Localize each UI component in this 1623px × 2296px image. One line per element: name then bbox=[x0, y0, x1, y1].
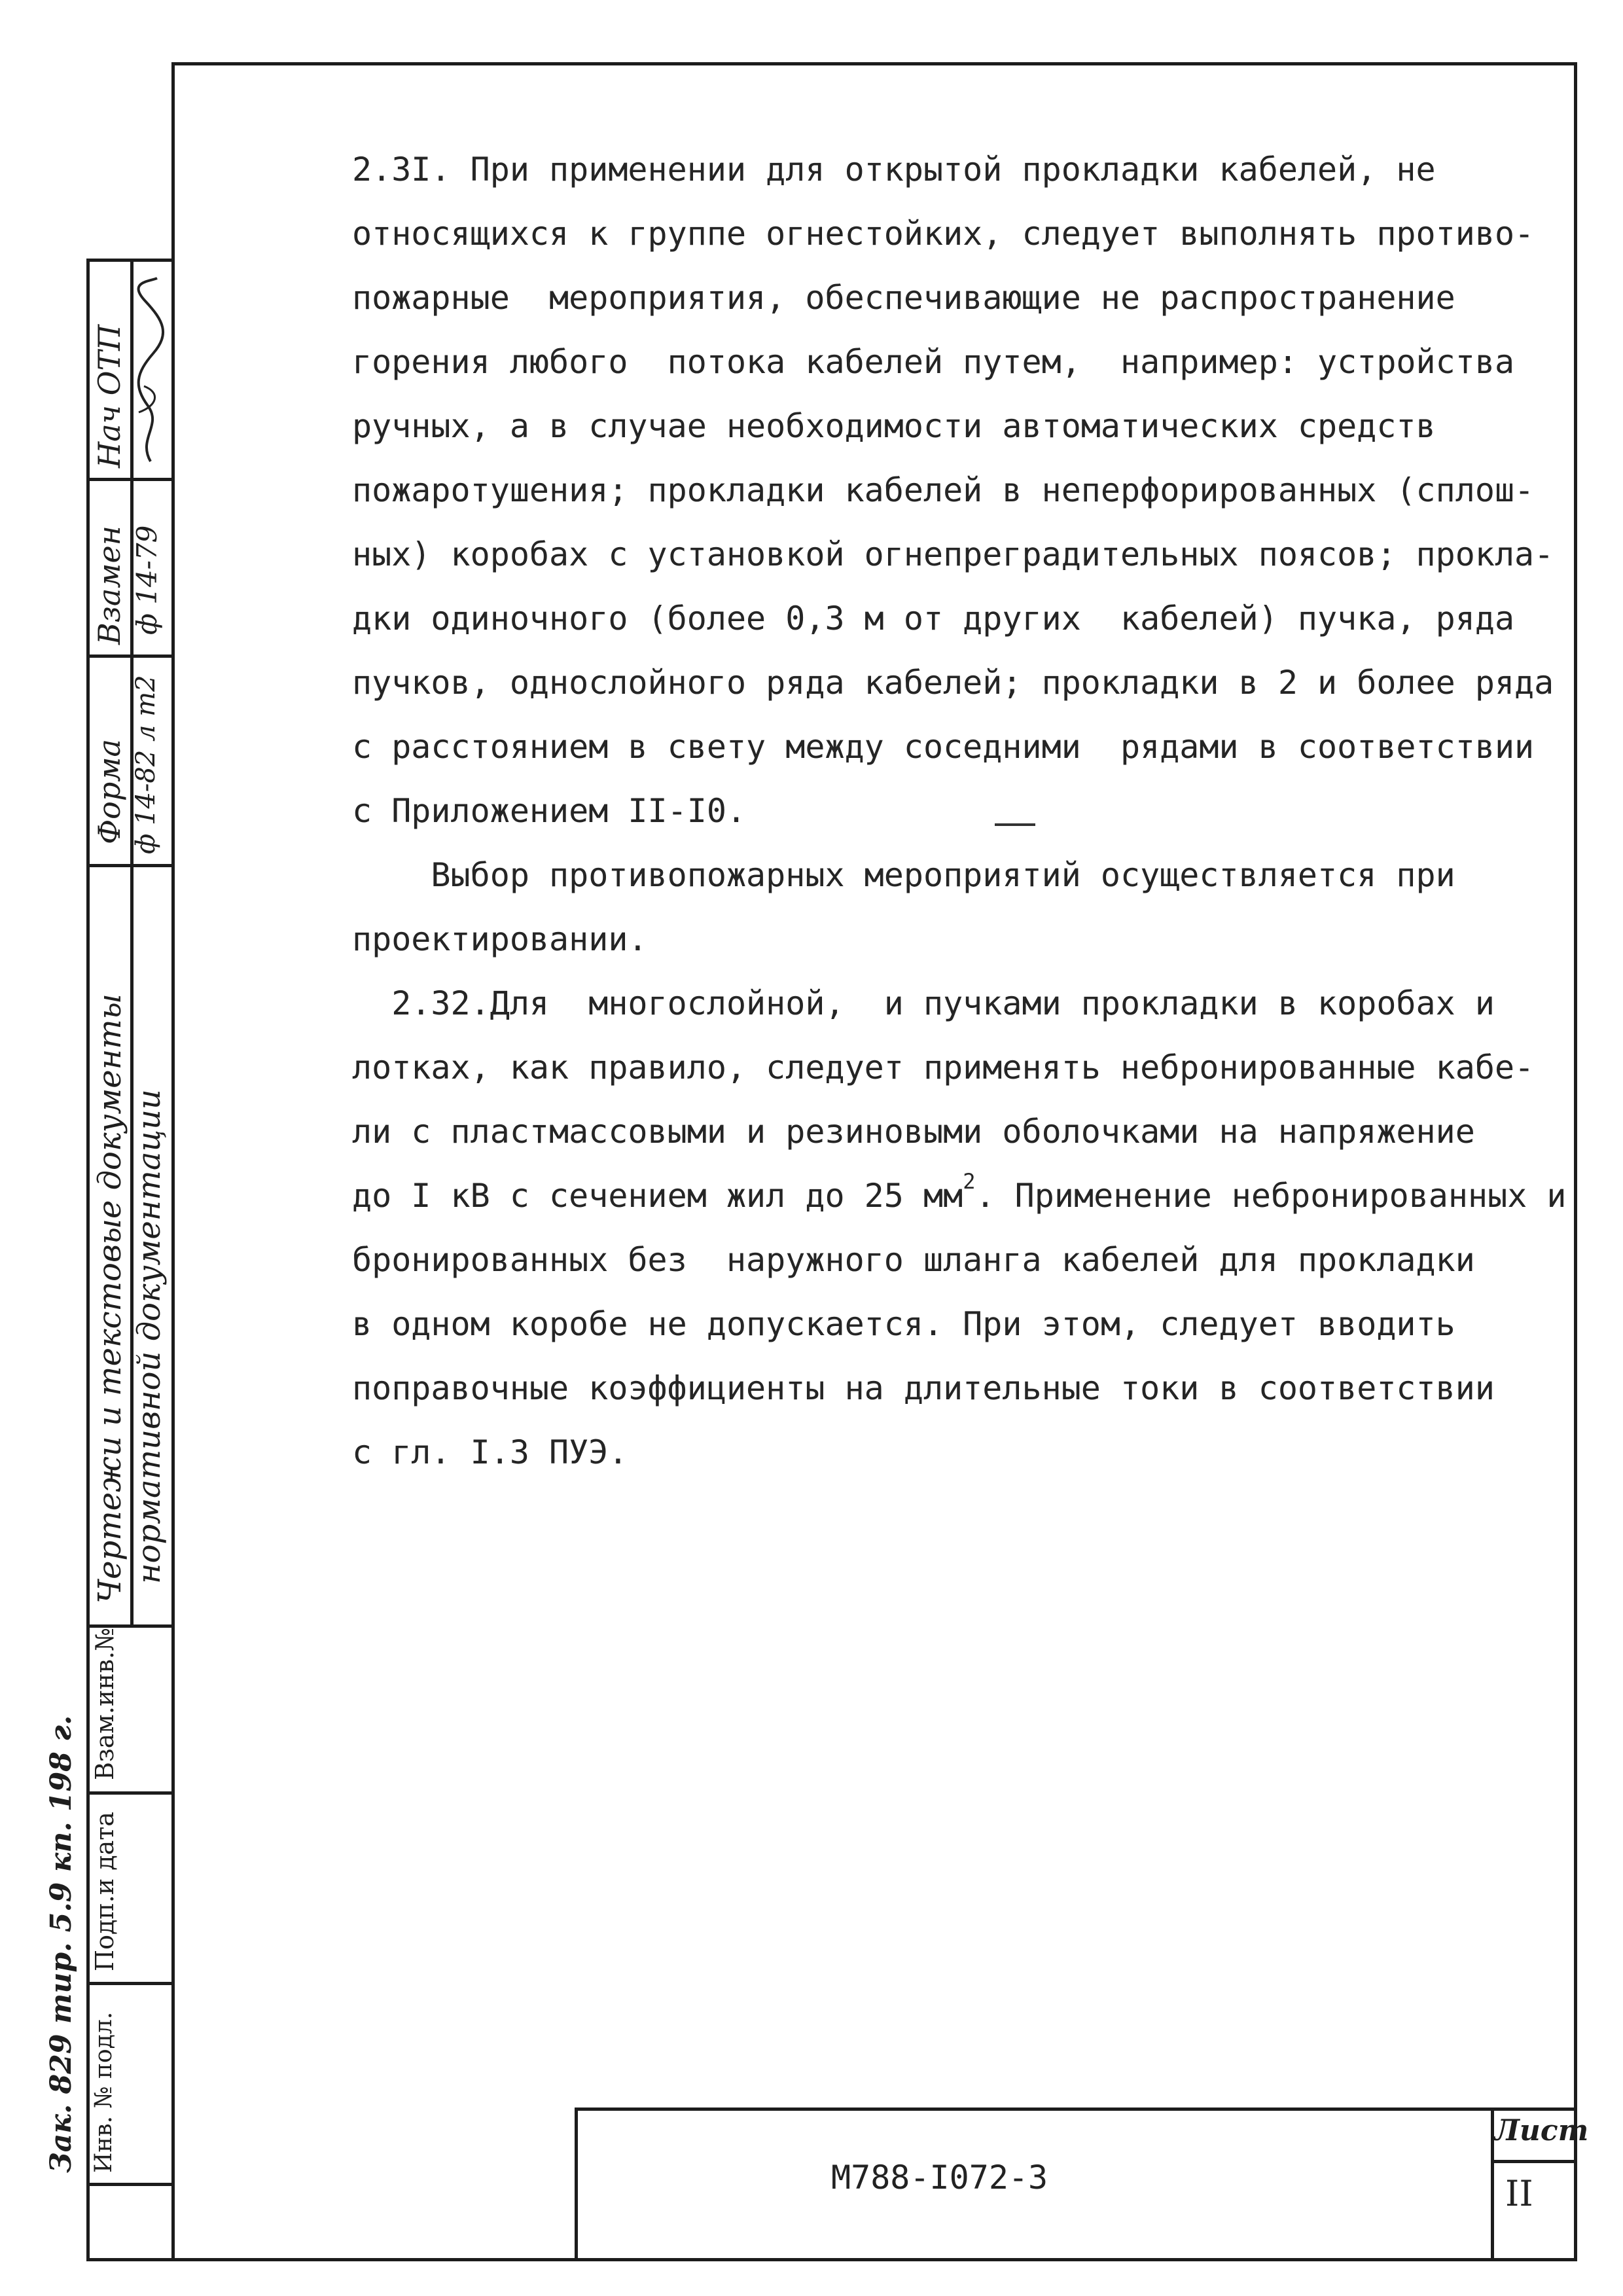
stamp-row-divider bbox=[90, 1982, 175, 1985]
text-line: ли с пластмассовыми и резиновыми оболочками на напряжение bbox=[352, 1113, 1475, 1151]
text-line: Выбор противопожарных мероприятий осуществляется при bbox=[352, 856, 1455, 894]
sheet-label: Лист bbox=[1494, 2114, 1589, 2147]
stamp-row-divider bbox=[90, 1791, 175, 1795]
text-line: лотках, как правило, следует применять небронированные кабе- bbox=[352, 1049, 1535, 1086]
text-line: поправочные коэффициенты на длительные токи в соответствии bbox=[352, 1369, 1495, 1407]
text-line: пожаротушения; прокладки кабелей в неперфорированных (сплош- bbox=[352, 471, 1535, 509]
stamp-label-inv-podl: Инв. № подл. bbox=[90, 2011, 117, 2173]
sheet-number: II bbox=[1505, 2173, 1533, 2214]
stamp-label-docs-line1: Чертежи и текстовые документы bbox=[92, 994, 128, 1604]
text-line: относящихся к группе огнестойких, следует выполнять противо- bbox=[352, 215, 1535, 253]
text-line: проектировании. bbox=[352, 920, 648, 958]
text-line: ных) коробах с установкой огнепреградительных поясов; прокла- bbox=[352, 535, 1554, 573]
text-line: 2.32.Для многослойной, и пучками прокладки в коробах и bbox=[352, 984, 1495, 1022]
text-line: пожарные мероприятия, обеспечивающие не распространение bbox=[352, 279, 1455, 317]
text-line: пучков, однослойного ряда кабелей; прокладки в 2 и более ряда bbox=[352, 664, 1554, 702]
body-text bbox=[352, 137, 1576, 1484]
stamp-row-divider bbox=[90, 864, 175, 867]
stamp-value-forma: ф 14-82 л т2 bbox=[131, 675, 161, 854]
text-line: с Приложением II-I0. bbox=[352, 792, 747, 830]
stamp-label-podp-data: Подп.и дата bbox=[90, 1812, 119, 1971]
text-line: с гл. I.3 ПУЭ. bbox=[352, 1433, 628, 1471]
stamp-value-vzamen: ф 14-79 bbox=[131, 525, 163, 635]
line-suffix: . Применение небронированных и bbox=[975, 1177, 1567, 1215]
signature-image bbox=[131, 275, 168, 468]
text-line: 2.3I. При применении для открытой прокладки кабелей, не bbox=[352, 151, 1436, 188]
line-prefix: до I кВ с сечением жил до 25 мм bbox=[352, 1177, 963, 1215]
stamp-label-forma: Форма bbox=[92, 739, 127, 844]
stamp-row-divider bbox=[90, 2183, 175, 2186]
title-block bbox=[575, 2108, 1577, 2261]
sheet-divider bbox=[1491, 2160, 1577, 2163]
dash-mark bbox=[995, 823, 1035, 826]
stamp-label-nach-otp: Нач ОТП bbox=[92, 324, 127, 468]
stamp-label-docs-line2: нормативной документации bbox=[131, 1089, 168, 1584]
text-line-with-superscript bbox=[352, 1164, 1576, 1228]
text-line: горения любого потока кабелей путем, например: устройства bbox=[352, 343, 1515, 381]
stamp-row-divider bbox=[90, 478, 175, 481]
stamp-row-divider bbox=[90, 655, 175, 658]
document-code: М788-I072-3 bbox=[831, 2159, 1048, 2197]
text-line: дки одиночного (более 0,3 м от других кабелей) пучка, ряда bbox=[352, 600, 1515, 637]
text-line: в одном коробе не допускается. При этом, следует вводить bbox=[352, 1305, 1455, 1343]
stamp-label-vzamen: Взамен bbox=[92, 526, 127, 645]
text-line: с расстоянием в свету между соседними рядами в соответствии bbox=[352, 728, 1535, 766]
handwritten-order-note: Зак. 829 тир. 5.9 кп. 198 г. bbox=[45, 1715, 78, 2173]
superscript: 2 bbox=[963, 1169, 976, 1194]
stamp-label-vzam-inv: Взам.инв.№ bbox=[90, 1627, 119, 1780]
text-line: бронированных без наружного шланга кабелей для прокладки bbox=[352, 1241, 1475, 1279]
text-line: ручных, а в случае необходимости автоматических средств bbox=[352, 407, 1436, 445]
